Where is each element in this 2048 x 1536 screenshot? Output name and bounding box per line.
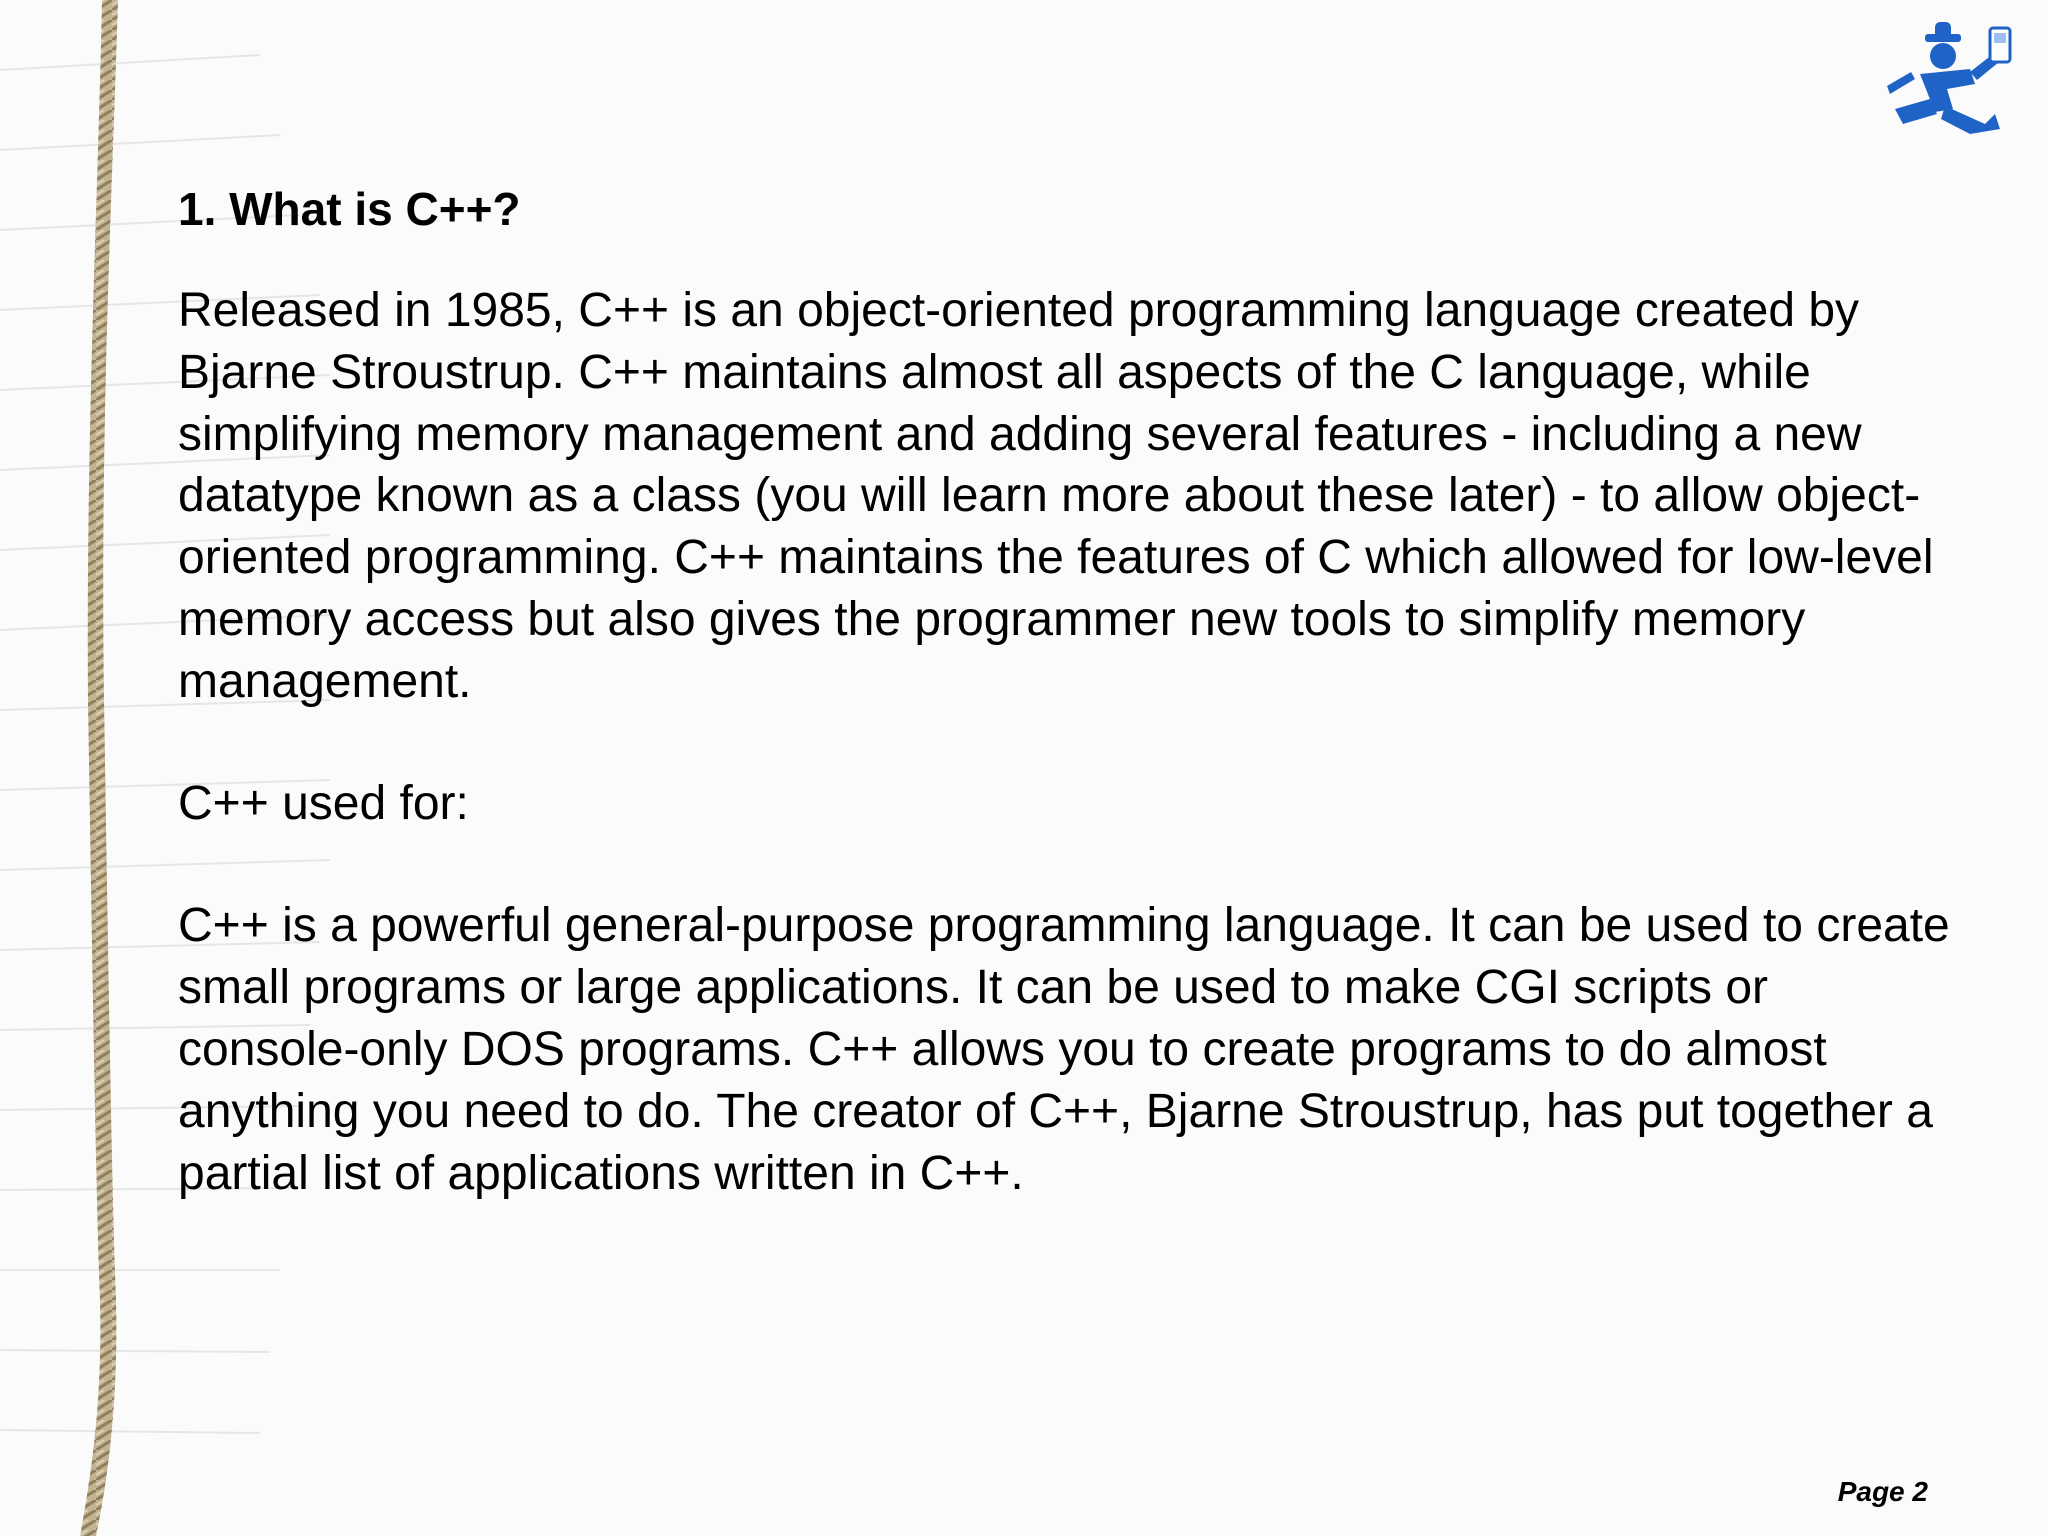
used-for-label: C++ used for: bbox=[178, 776, 469, 830]
page-label: Page bbox=[1837, 1476, 1905, 1507]
rope-binding-icon bbox=[0, 0, 150, 1536]
intro-paragraph: Released in 1985, C++ is an object-oriented programming language created by Bjarne Stroustrup. C++ maintains almost all aspects of the C language, while simplifying memory management and adding several features - including a new datatype known as a class (you will learn more about these later) - to allow object-oriented programming. C++ maintains the features of C which allowed for low-level memory access but also gives the programmer new tools to simplify memory management. bbox=[178, 284, 1934, 708]
page-title: 1. What is C++? bbox=[178, 183, 521, 235]
uses-paragraph: C++ is a powerful general-purpose programming language. It can be used to create small programs or large applications. It can be used to make CGI scripts or console-only DOS programs. C++ allows you to create programs to do almost anything you need to do. The creator of C++, Bjarne Stroustrup, has put together a partial list of applications written in C++. bbox=[178, 899, 1950, 1200]
page-number-footer bbox=[1838, 1476, 1928, 1508]
page-number: 2 bbox=[1912, 1476, 1928, 1507]
running-man-with-phone-logo-icon bbox=[1875, 14, 2025, 154]
slide-content bbox=[178, 178, 1958, 1204]
